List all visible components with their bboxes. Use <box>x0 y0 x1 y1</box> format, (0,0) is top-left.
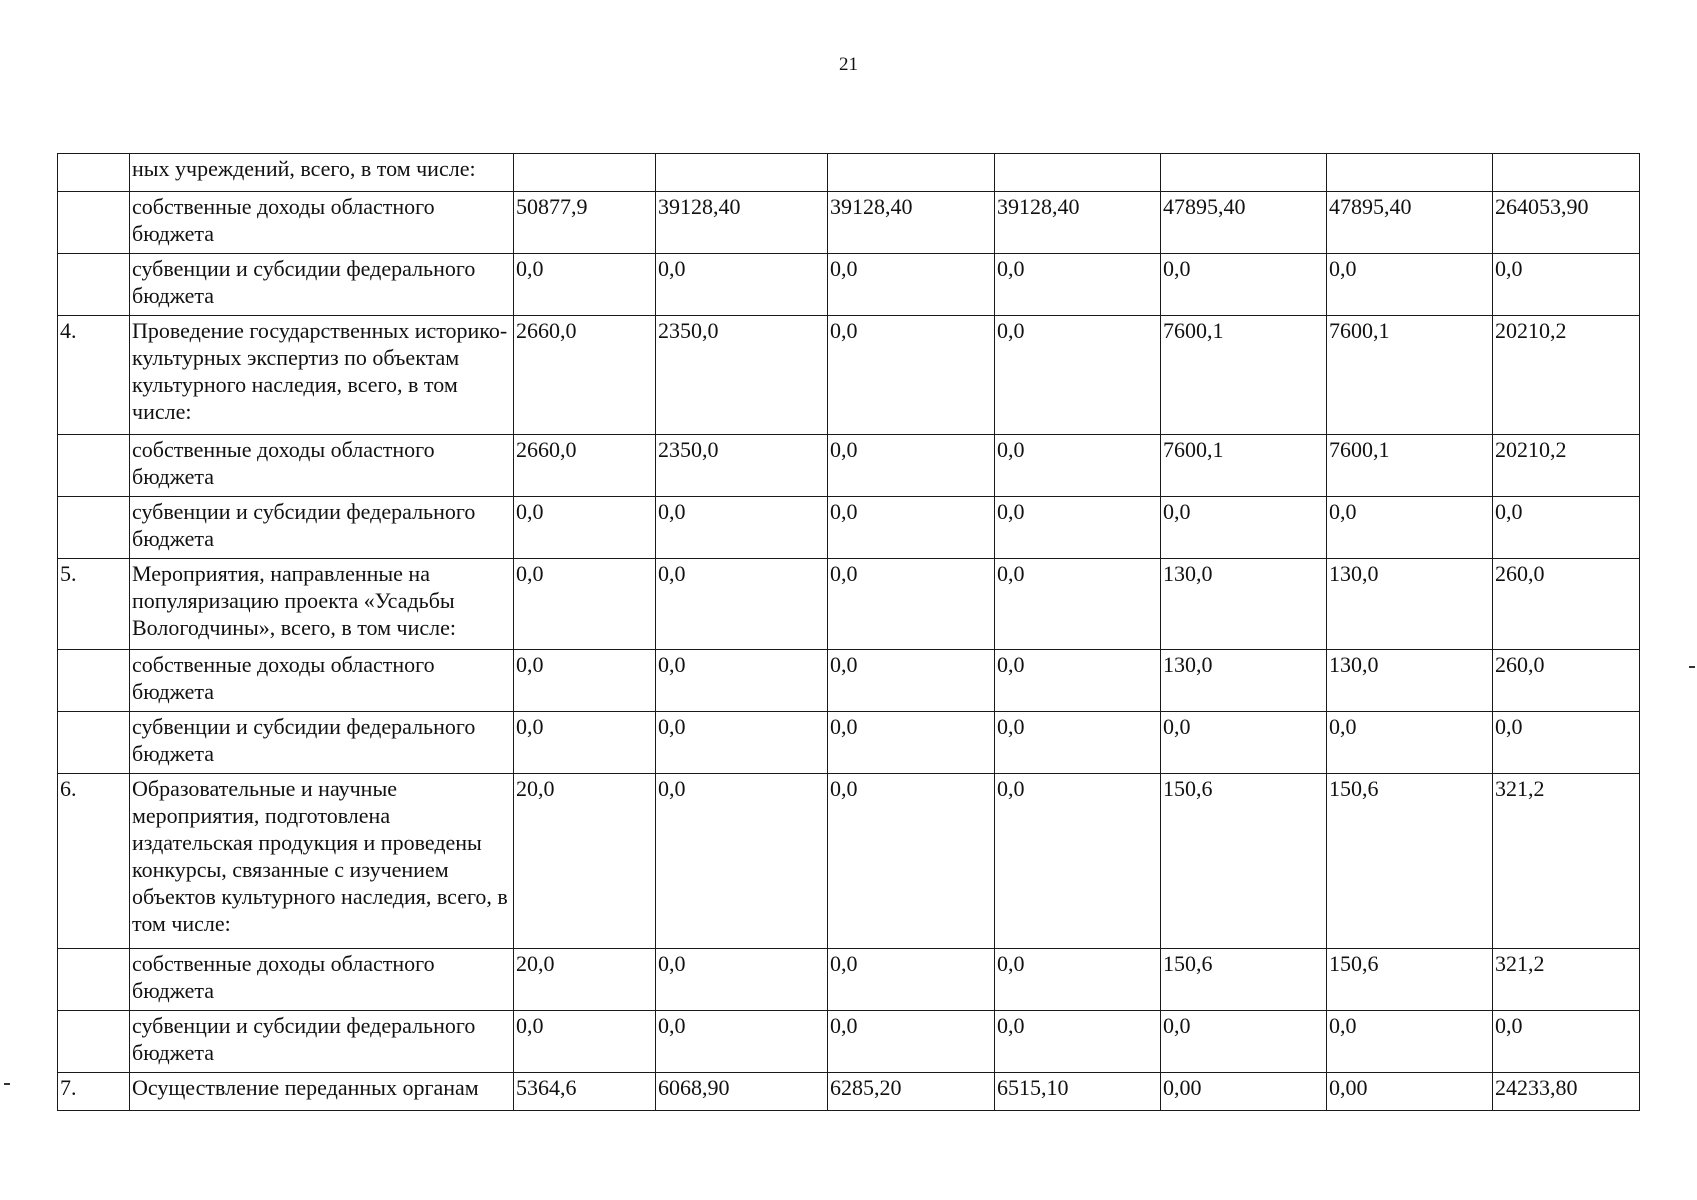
value-cell: 0,0 <box>995 497 1161 559</box>
value-cell: 321,2 <box>1493 949 1640 1011</box>
value-cell: 0,0 <box>995 1011 1161 1073</box>
value-cell: 0,0 <box>995 316 1161 435</box>
value-cell: 0,0 <box>995 712 1161 774</box>
value-cell: 0,0 <box>1493 712 1640 774</box>
value-cell: 2350,0 <box>656 316 828 435</box>
row-number <box>58 192 130 254</box>
table-row <box>58 254 1640 316</box>
table-row <box>58 497 1640 559</box>
value-cell: 0,0 <box>995 774 1161 949</box>
row-number <box>58 154 130 192</box>
row-number <box>58 435 130 497</box>
value-cell: 0,0 <box>1327 1011 1493 1073</box>
value-cell: 0,0 <box>1327 254 1493 316</box>
table-row <box>58 1011 1640 1073</box>
value-cell: 321,2 <box>1493 774 1640 949</box>
value-cell: 47895,40 <box>1327 192 1493 254</box>
row-description: субвенции и субсидии федерального бюджета <box>130 712 514 774</box>
table-row <box>58 774 1640 949</box>
table-row <box>58 154 1640 192</box>
row-number: 6. <box>58 774 130 949</box>
value-cell: 7600,1 <box>1327 316 1493 435</box>
row-description: субвенции и субсидии федерального бюджета <box>130 497 514 559</box>
value-cell: 20,0 <box>514 949 656 1011</box>
row-number <box>58 712 130 774</box>
row-description: ных учреждений, всего, в том числе: <box>130 154 514 192</box>
row-description: Проведение государственных историко-культурных экспертиз по объектам культурного наследия, всего, в том числе: <box>130 316 514 435</box>
value-cell: 0,0 <box>995 949 1161 1011</box>
row-number: 7. <box>58 1073 130 1111</box>
value-cell: 260,0 <box>1493 559 1640 650</box>
value-cell: 0,0 <box>995 559 1161 650</box>
value-cell: 0,0 <box>828 774 995 949</box>
value-cell: 0,0 <box>828 497 995 559</box>
value-cell: 0,0 <box>1327 497 1493 559</box>
value-cell: 0,0 <box>656 559 828 650</box>
value-cell: 0,0 <box>1161 1011 1327 1073</box>
value-cell: 6515,10 <box>995 1073 1161 1111</box>
value-cell: 0,0 <box>656 949 828 1011</box>
row-number: 5. <box>58 559 130 650</box>
value-cell: 50877,9 <box>514 192 656 254</box>
value-cell: 6068,90 <box>656 1073 828 1111</box>
value-cell: 0,0 <box>1327 712 1493 774</box>
row-description: собственные доходы областного бюджета <box>130 192 514 254</box>
value-cell: 0,0 <box>1161 497 1327 559</box>
value-cell: 20,0 <box>514 774 656 949</box>
value-cell <box>1161 154 1327 192</box>
value-cell <box>514 154 656 192</box>
value-cell: 7600,1 <box>1161 316 1327 435</box>
table-row <box>58 949 1640 1011</box>
value-cell: 0,0 <box>656 712 828 774</box>
value-cell: 0,0 <box>828 650 995 712</box>
row-description: собственные доходы областного бюджета <box>130 650 514 712</box>
value-cell: 6285,20 <box>828 1073 995 1111</box>
value-cell: 0,0 <box>514 559 656 650</box>
value-cell: 0,0 <box>514 650 656 712</box>
value-cell <box>656 154 828 192</box>
value-cell: 7600,1 <box>1161 435 1327 497</box>
table-row <box>58 192 1640 254</box>
value-cell: 0,0 <box>514 497 656 559</box>
value-cell: 0,0 <box>995 650 1161 712</box>
value-cell: 39128,40 <box>656 192 828 254</box>
row-number <box>58 497 130 559</box>
row-number <box>58 650 130 712</box>
value-cell: 0,0 <box>514 1011 656 1073</box>
table-row <box>58 650 1640 712</box>
value-cell <box>1327 154 1493 192</box>
left-edge-mark <box>4 1083 10 1085</box>
value-cell: 150,6 <box>1161 949 1327 1011</box>
table-row <box>58 1073 1640 1111</box>
value-cell: 130,0 <box>1161 650 1327 712</box>
value-cell: 0,0 <box>828 949 995 1011</box>
value-cell: 0,0 <box>828 435 995 497</box>
value-cell <box>995 154 1161 192</box>
value-cell: 0,0 <box>995 254 1161 316</box>
value-cell: 2660,0 <box>514 316 656 435</box>
value-cell: 0,0 <box>828 1011 995 1073</box>
table-row <box>58 712 1640 774</box>
value-cell: 150,6 <box>1327 774 1493 949</box>
value-cell: 0,0 <box>656 254 828 316</box>
row-description: собственные доходы областного бюджета <box>130 435 514 497</box>
table-row <box>58 435 1640 497</box>
value-cell: 47895,40 <box>1161 192 1327 254</box>
value-cell: 0,0 <box>656 774 828 949</box>
table-body <box>58 154 1640 1111</box>
value-cell: 2660,0 <box>514 435 656 497</box>
value-cell: 0,0 <box>514 254 656 316</box>
value-cell: 0,0 <box>1493 254 1640 316</box>
value-cell: 0,0 <box>828 559 995 650</box>
value-cell: 130,0 <box>1327 559 1493 650</box>
row-description: Осуществление переданных органам <box>130 1073 514 1111</box>
right-edge-mark <box>1689 666 1695 668</box>
row-description: субвенции и субсидии федерального бюджета <box>130 1011 514 1073</box>
row-description: Образовательные и научные мероприятия, подготовлена издательская продукция и проведены конкурсы, связанные с изучением объектов культурного наследия, всего, в том числе: <box>130 774 514 949</box>
table-row <box>58 316 1640 435</box>
value-cell: 7600,1 <box>1327 435 1493 497</box>
row-number: 4. <box>58 316 130 435</box>
value-cell: 0,0 <box>1161 712 1327 774</box>
value-cell: 0,00 <box>1327 1073 1493 1111</box>
value-cell: 0,0 <box>828 254 995 316</box>
value-cell: 0,0 <box>1161 254 1327 316</box>
value-cell: 0,0 <box>828 712 995 774</box>
value-cell: 0,0 <box>656 650 828 712</box>
value-cell: 2350,0 <box>656 435 828 497</box>
page-number: 21 <box>839 54 858 75</box>
value-cell: 150,6 <box>1161 774 1327 949</box>
value-cell: 130,0 <box>1161 559 1327 650</box>
value-cell: 0,0 <box>656 497 828 559</box>
value-cell: 0,0 <box>995 435 1161 497</box>
row-description: собственные доходы областного бюджета <box>130 949 514 1011</box>
value-cell: 0,0 <box>1493 497 1640 559</box>
value-cell: 20210,2 <box>1493 316 1640 435</box>
value-cell: 0,0 <box>514 712 656 774</box>
value-cell: 150,6 <box>1327 949 1493 1011</box>
row-description: субвенции и субсидии федерального бюджета <box>130 254 514 316</box>
value-cell: 24233,80 <box>1493 1073 1640 1111</box>
value-cell: 260,0 <box>1493 650 1640 712</box>
value-cell: 0,0 <box>1493 1011 1640 1073</box>
row-description: Мероприятия, направленные на популяризацию проекта «Усадьбы Вологодчины», всего, в том числе: <box>130 559 514 650</box>
budget-table <box>57 153 1640 1111</box>
table-row <box>58 559 1640 650</box>
row-number <box>58 254 130 316</box>
value-cell: 20210,2 <box>1493 435 1640 497</box>
value-cell: 264053,90 <box>1493 192 1640 254</box>
value-cell: 5364,6 <box>514 1073 656 1111</box>
value-cell: 39128,40 <box>995 192 1161 254</box>
value-cell: 0,0 <box>656 1011 828 1073</box>
row-number <box>58 949 130 1011</box>
value-cell <box>828 154 995 192</box>
value-cell: 0,0 <box>828 316 995 435</box>
value-cell: 130,0 <box>1327 650 1493 712</box>
value-cell <box>1493 154 1640 192</box>
row-number <box>58 1011 130 1073</box>
value-cell: 39128,40 <box>828 192 995 254</box>
value-cell: 0,00 <box>1161 1073 1327 1111</box>
